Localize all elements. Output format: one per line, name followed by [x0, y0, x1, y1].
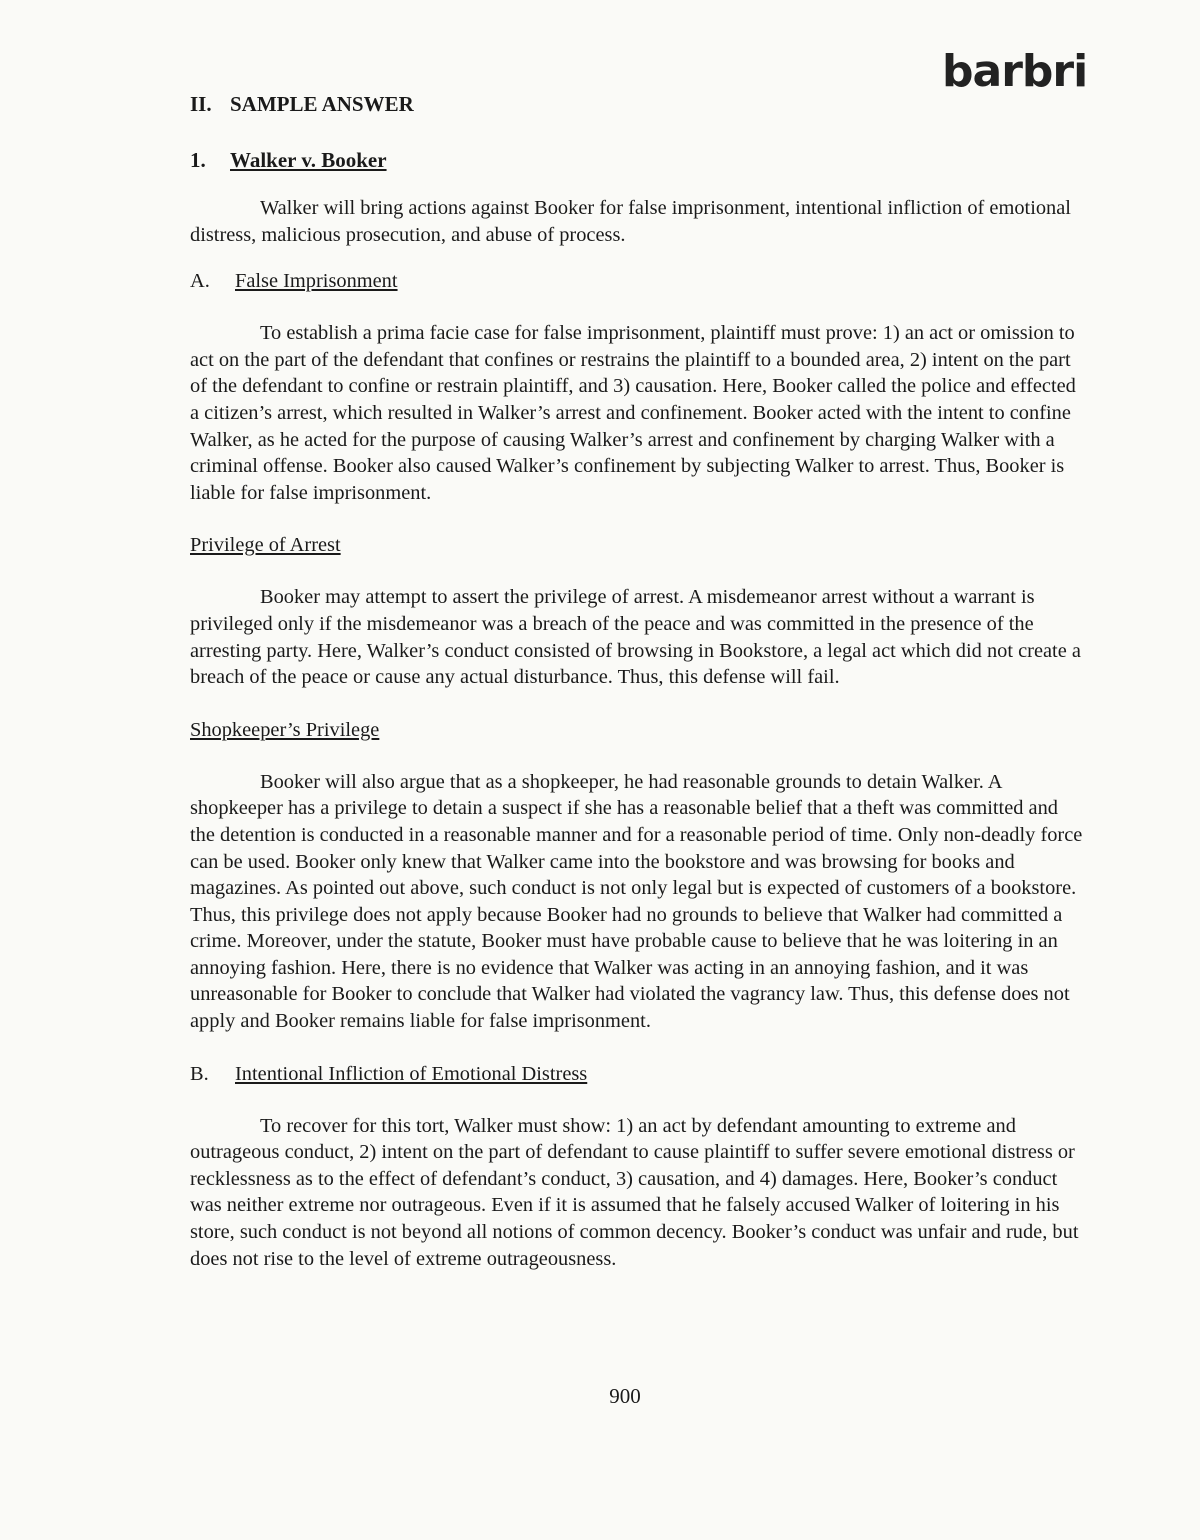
privilege-of-arrest-title: Privilege of Arrest [190, 534, 341, 557]
shopkeepers-privilege-heading [190, 717, 1086, 743]
privilege-of-arrest-paragraph: Booker may attempt to assert the privilege of arrest. A misdemeanor arrest without a warrant is privileged only if the misdemeanor was a breach of the peace and was committed in the presence of the arresting party. Here, Walker’s conduct consisted of browsing in Bookstore, a legal act which did not create a breach of the peace or cause any actual disturbance. Thus, this defense will fail. [190, 586, 1081, 689]
part-b-heading [190, 1061, 1086, 1087]
shopkeepers-privilege-title: Shopkeeper’s Privilege [190, 718, 380, 741]
page-number: 900 [609, 1384, 641, 1408]
emotional-distress-paragraph: To recover for this tort, Walker must show: 1) an act by defendant amounting to extreme and outrageous conduct, 2) intent on the part of defendant to cause plaintiff to suffer severe emotional distress or recklessness as to the effect of defendant’s conduct, 3) causation, and 4) damages. Here, Booker’s conduct was neither extreme nor outrageous. Even if it is assumed that he falsely accused Walker of loitering in his store, such conduct is not beyond all notions of common decency. Booker’s conduct was unfair and rude, but does not rise to the level of extreme outrageousness. [190, 1114, 1079, 1270]
case-title: Walker v. Booker [230, 148, 387, 172]
barbri-logo: barbri [942, 46, 1088, 97]
shopkeepers-privilege-paragraph: Booker will also argue that as a shopkeeper, he had reasonable grounds to detain Walker. A shopkeeper has a privilege to detain a suspect if she has a reasonable belief that a theft was committed and the detention is conducted in a reasonable manner and for a reasonable period of time. Only non-deadly force can be used. Booker only knew that Walker came into the bookstore and was browsing for books and magazines. As pointed out above, such conduct is not only legal but is expected of customers of a bookstore. Thus, this privilege does not apply because Booker had no grounds to believe that Walker had committed a crime. Moreover, under the statute, Booker must have probable cause to believe that he was loitering in an annoying fashion. Here, there is no evidence that Walker was acting in an annoying fashion, and it was unreasonable for Booker to conclude that Walker had violated the vagrancy law. Thus, this defense does not apply and Booker remains liable for false imprisonment. [190, 770, 1083, 1033]
part-b-title: Intentional Infliction of Emotional Distress [235, 1062, 588, 1085]
section-heading [190, 92, 1086, 118]
case-heading [190, 148, 1086, 173]
document-body [190, 92, 1086, 1272]
section-title: SAMPLE ANSWER [230, 92, 414, 116]
part-b-letter: B. [190, 1062, 209, 1085]
part-a-title: False Imprisonment [235, 270, 398, 293]
part-a-letter: A. [190, 270, 210, 293]
false-imprisonment-paragraph: To establish a prima facie case for false imprisonment, plaintiff must prove: 1) an act or omission to act on the part of the defendant that confines or restrains the plaintiff to a bounded area, 2) intent on the part of the defendant to confine or restrain plaintiff, and 3) causation. Here, Booker called the police and effected a citizen’s arrest, which resulted in Walker’s arrest and confinement. Booker acted with the intent to confine Walker, as he acted for the purpose of causing Walker’s arrest and confinement by charging Walker with a criminal offense. Booker also caused Walker’s confinement by subjecting Walker to arrest. Thus, Booker is liable for false imprisonment. [190, 322, 1076, 504]
section-number: II. [190, 92, 212, 116]
part-a-heading [190, 268, 1086, 294]
case-number: 1. [190, 148, 206, 172]
intro-paragraph: Walker will bring actions against Booker for false imprisonment, intentional infliction of emotional distress, malicious prosecution, and abuse of process. [190, 197, 1071, 246]
privilege-of-arrest-heading [190, 532, 1086, 558]
